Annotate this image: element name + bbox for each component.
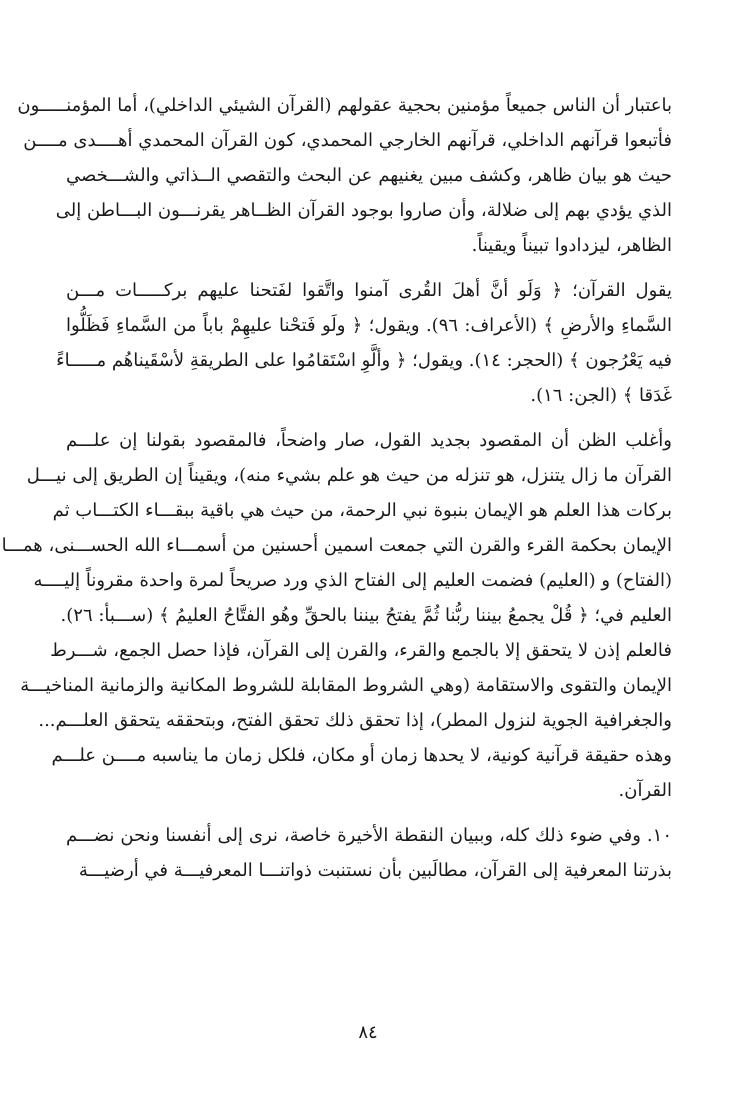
- text-line: باعتبار أن الناس جميعاً مؤمنين بحجية عقولهم (القرآن الشيئي الداخلي)، أما المؤمنـــــون: [17, 95, 672, 116]
- paragraph-gap: [66, 413, 672, 423]
- text-line: السَّماءِ والأرضِ ﴾ (الأعراف: ٩٦). ويقول؛ ﴿ ولَو فَتحْنا عليهِمْ باباً من السَّماءِ فَظَلُّوا: [66, 315, 672, 336]
- text-line: القرآن ما زال يتنزل، هو تنزله من حيث هو علم بشيء منه)، ويقيناً إن الطريق إلى نيـــل: [26, 465, 672, 486]
- text-line: حيث هو بيان ظاهر، وكشف مبين يغنيهم عن البحث والتقصي الــذاتي والشـــخصي: [66, 165, 672, 186]
- text-line: (الفتاح) و (العليم) فضمت العليم إلى الفتاح الذي ورد صريحاً لمرة واحدة مقروناً إليــــه: [33, 570, 672, 591]
- text-line: ١٠. وفي ضوء ذلك كله، وببيان النقطة الأخيرة خاصة، نرى إلى أنفسنا ونحن نضـــم: [66, 825, 672, 846]
- text-line: وهذه حقيقة قرآنية كونية، لا يحدها زمان أو مكان، فلكل زمان ما يناسبه مــــن علـــم: [51, 745, 672, 766]
- text-line: يقول القرآن؛ ﴿ وَلَو أنَّ أهلَ القُرى آمنوا واتَّقوا لفَتحنا عليهم بركـــــات مـــن: [66, 280, 672, 301]
- paragraph-gap: [66, 808, 672, 818]
- text-line: الإيمان والتقوى والاستقامة (وهي الشروط المقابلة للشروط المكانية والزمانية المناخيـــة: [20, 675, 672, 696]
- text-line: فيه يَعْرُجون ﴾ (الحجر: ١٤). ويقول؛ ﴿ وألَّوِ اسْتَقامُوا على الطريقةِ لأسْقَيناهُم مـــــاءً: [56, 350, 672, 371]
- text-line: الذي يؤدي بهم إلى ضلالة، وأن صاروا بوجود القرآن الظــاهر يقرنـــون البـــاطن إلى: [55, 200, 672, 221]
- paragraph: [1, 423, 672, 808]
- text-line: العليم في؛ ﴿ قُلْ يجمعُ بيننا ربُّنا ثُمَّ يفتحُ بيننا بالحقِّ وهُو الفتَّاحُ العليمُ ﴾ (ســـبأ: ٢٦).: [60, 605, 672, 626]
- paragraph-gap: [66, 263, 672, 273]
- text-line: غَدَقا ﴾ (الجن: ١٦).: [530, 385, 672, 406]
- paragraph: [17, 88, 672, 263]
- text-line: وأغلب الظن أن المقصود بجديد القول، صار واضحاً، فالمقصود بقولنا إن علـــم: [66, 430, 672, 451]
- text-line: الإيمان بحكمة القرء والقرن التي جمعت اسمين أحسنين من أسمـــاء الله الحســـنى، همـــا: [1, 535, 672, 556]
- text-line: فأتبعوا قرآنهم الداخلي، قرآنهم الخارجي المحمدي، كون القرآن المحمدي أهــــدى مــــن: [23, 130, 672, 151]
- page-number: ٨٤: [358, 1022, 378, 1043]
- text-line: فالعلم إذن لا يتحقق إلا بالجمع والقرء، والقرن إلى القرآن، فإذا حصل الجمع، شـــرط: [50, 640, 672, 661]
- paragraph: [56, 273, 672, 413]
- text-line: بذرتنا المعرفية إلى القرآن، مطالَبين بأن نستنبت ذواتنـــا المعرفيـــة في أرضيـــة: [78, 860, 672, 881]
- body-text: [1, 88, 672, 888]
- text-line: القرآن.: [618, 780, 672, 801]
- text-line: والجغرافية الجوية لنزول المطر)، إذا تحقق ذلك تحقق الفتح، وبتحققه يتحقق العلـــم...: [38, 710, 672, 731]
- paragraph: [66, 818, 672, 888]
- text-line: بركات هذا العلم هو الإيمان بنبوة نبي الرحمة، من حيث هي باقية ببقـــاء الكتـــاب ثم: [52, 500, 672, 521]
- text-line: الظاهر، ليزدادوا تبيناً ويقيناً.: [471, 235, 672, 256]
